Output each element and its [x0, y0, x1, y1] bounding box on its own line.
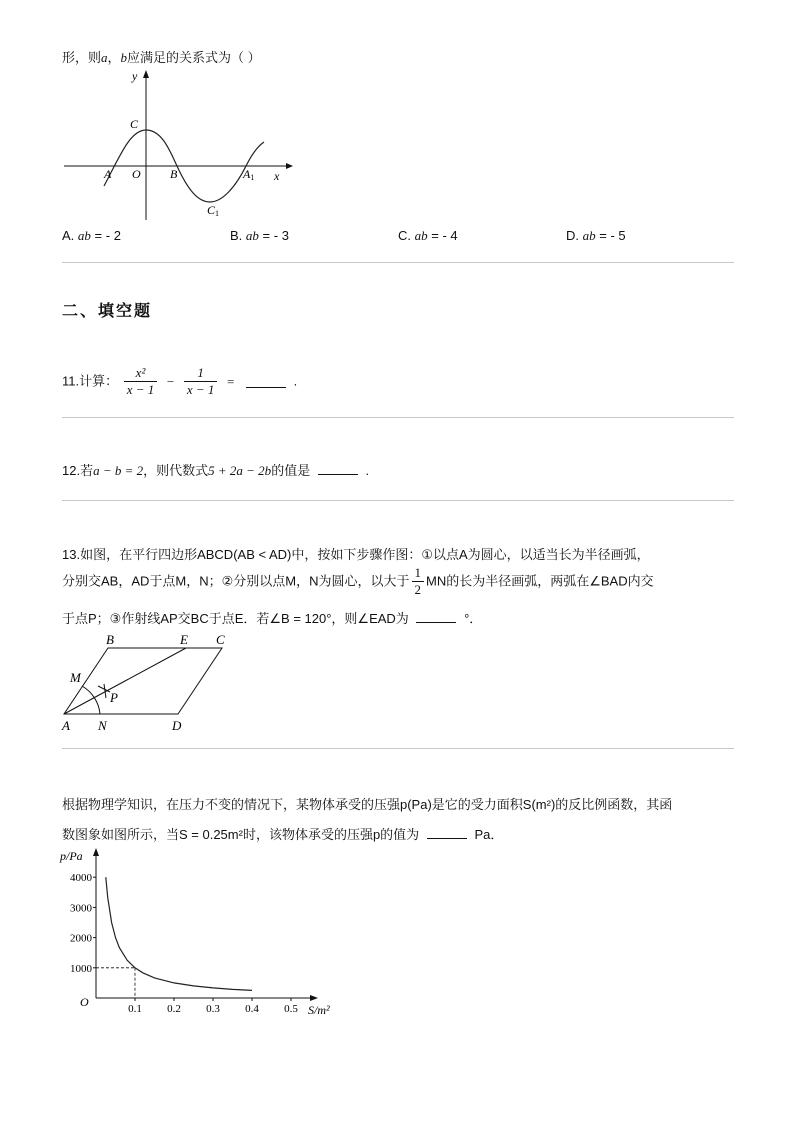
answer-blank[interactable] [246, 375, 286, 388]
x-axis-label: S/m² [308, 1003, 330, 1017]
y-axis-arrow [143, 70, 149, 78]
q14-line1: 根据物理学知识，在压力不变的情况下，某物体承受的压强p(Pa)是它的受力面积S(m²)的反比例函数，其函 [62, 797, 673, 812]
q10-sine-graph [60, 66, 300, 226]
y-axis-arrow [93, 848, 99, 856]
label-P: P [110, 690, 118, 705]
q10-option-c: C. ab = ‐ 4 [398, 228, 458, 243]
x-tick-label-0.1: 0.1 [128, 1003, 142, 1015]
label-B: B [170, 167, 178, 181]
parallelogram [64, 648, 222, 714]
y-tick-label-4000: 4000 [70, 872, 92, 885]
x-axis-arrow [310, 995, 318, 1001]
y-tick-label-1000: 1000 [70, 962, 92, 975]
x-tick-label-0.5: 0.5 [284, 1003, 298, 1015]
q11: 11.计算： $\frac{\text{x²}}{x - 1}$ − $\frac{1}{x - 1}$ = . [62, 365, 298, 397]
q10-stem: 形，则a，b应满足的关系式为（ ） [62, 50, 261, 65]
label-A: A [104, 167, 112, 181]
answer-blank[interactable] [427, 826, 467, 839]
y-axis-label: p/Pa [60, 849, 83, 863]
q10-option-a: A. ab = ‐ 2 [62, 228, 121, 243]
q14-line2: 数图象如图所示，当S = 0.25m²时，该物体承受的压强p的值为 Pa． [62, 827, 504, 842]
x-tick-label-0.3: 0.3 [206, 1003, 220, 1015]
q14-inverse-function-chart [58, 846, 348, 1020]
q10-option-b: B. ab = ‐ 3 [230, 228, 289, 243]
y-tick-label-3000: 3000 [70, 902, 92, 915]
label-A: A [62, 718, 70, 733]
ray-AE [64, 648, 186, 714]
label-D: D [172, 718, 182, 733]
label-C1: C1 [207, 203, 220, 218]
divider [62, 748, 734, 749]
q10-option-d: D. ab = ‐ 5 [566, 228, 626, 243]
label-M: M [70, 670, 81, 685]
label-A1: A1 [243, 167, 255, 182]
q13-line1: 13.如图，在平行四边形ABCD(AB < AD)中，按如下步骤作图：①以点A为圆心，以适当长为半径画弧， [62, 547, 650, 562]
inverse-curve [106, 877, 252, 990]
label-x: x [274, 169, 280, 183]
q13-line2: 分别交AB，AD于点M，N；②分别以点M，N为圆心，以大于 $\frac{1}{2}$ MN的长为半径画弧，两弧在∠BAD内交 [62, 565, 654, 597]
divider [62, 500, 734, 501]
arc-MN [82, 686, 100, 714]
q12: 12.若a − b = 2，则代数式5 + 2a − 2b的值是 . [62, 463, 370, 478]
x-tick-label-0.4: 0.4 [245, 1003, 259, 1015]
q13-parallelogram-figure [60, 630, 240, 738]
x-axis-arrow [286, 163, 293, 169]
label-C: C [130, 117, 139, 131]
x-tick-label-0.2: 0.2 [167, 1003, 181, 1015]
fraction-2: $\frac{1}{x - 1}$ [184, 366, 218, 397]
label-O: O [132, 167, 141, 181]
answer-blank[interactable] [318, 462, 358, 475]
label-C: C [216, 632, 225, 647]
y-tick-label-2000: 2000 [70, 932, 92, 945]
section-title: 二、填空题 [62, 303, 153, 320]
half-fraction: $\frac{1}{2}$ [412, 566, 425, 597]
origin-label: O [80, 995, 89, 1009]
label-N: N [98, 718, 107, 733]
label-B: B [106, 632, 114, 647]
divider [62, 262, 734, 263]
fraction-1: $\frac{\text{x²}}{x - 1}$ [124, 366, 158, 397]
divider [62, 417, 734, 418]
answer-blank[interactable] [416, 610, 456, 623]
label-y: y [132, 69, 138, 83]
q13-line3: 于点P；③作射线AP交BC于点E．若∠B = 120°，则∠EAD为 °． [62, 611, 483, 626]
label-E: E [180, 632, 188, 647]
